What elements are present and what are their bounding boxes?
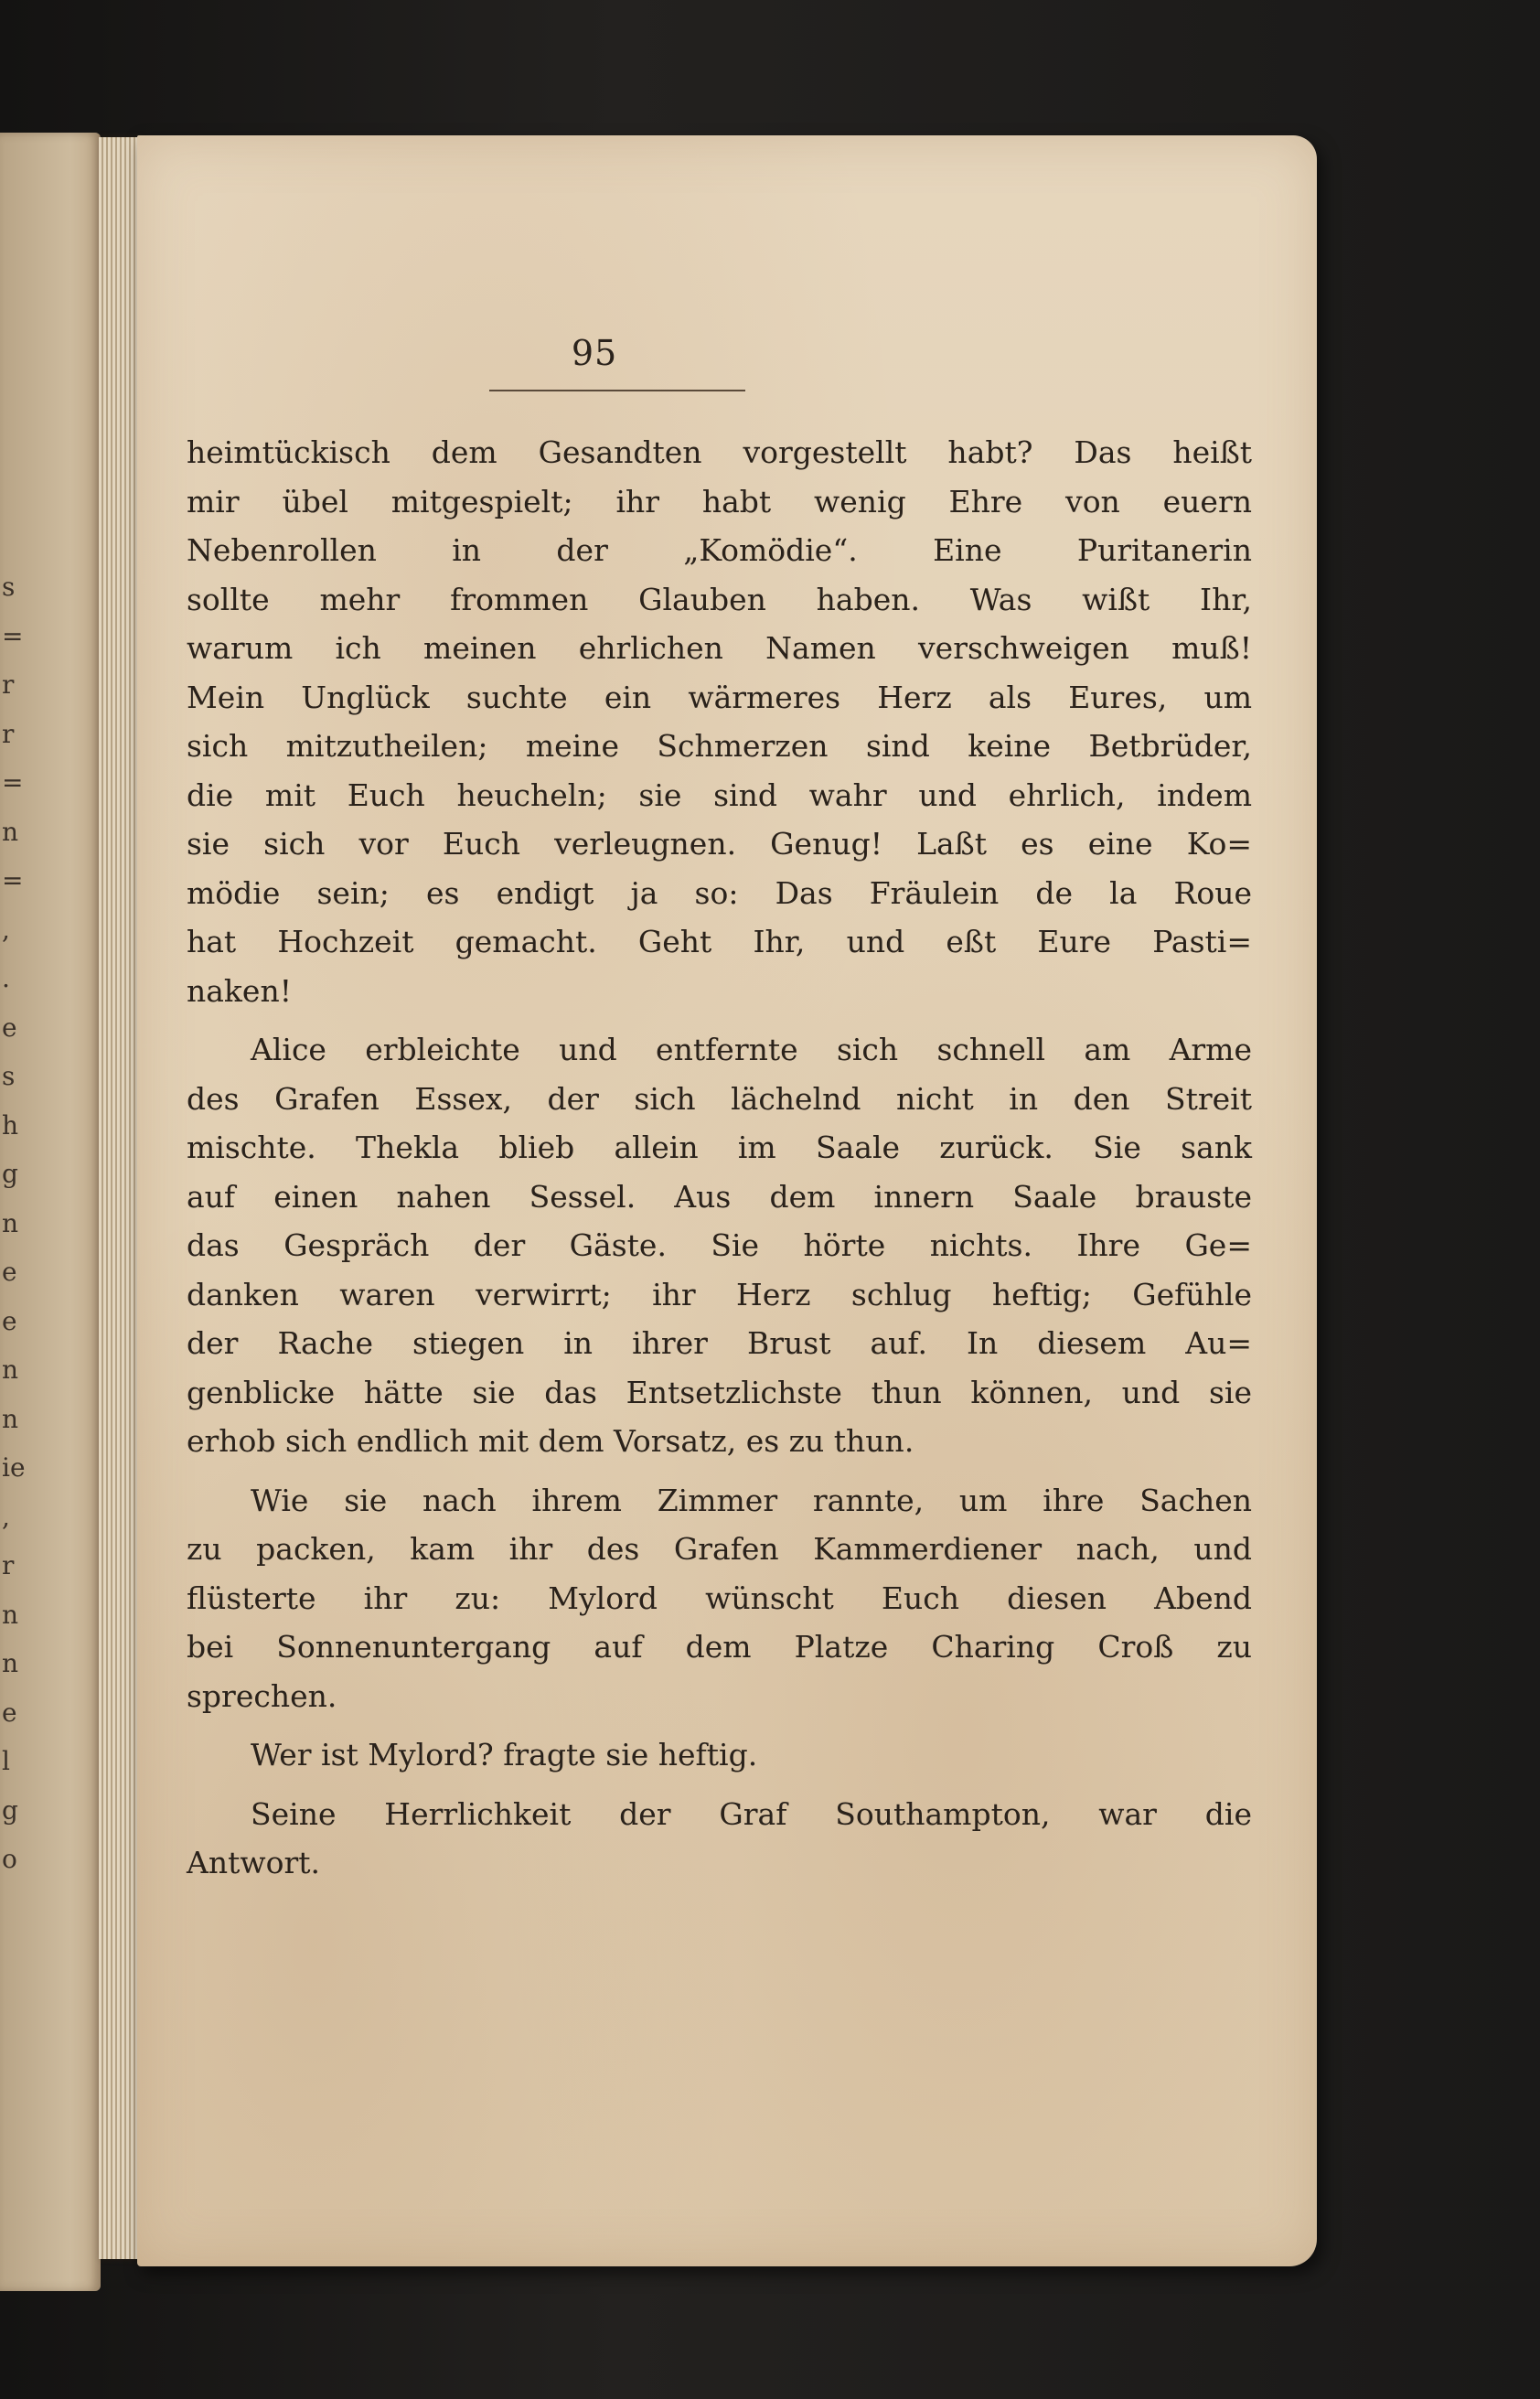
text-line: das Gespräch der Gäste. Sie hörte nichts. Ihre Ge= bbox=[187, 1227, 1252, 1263]
margin-char: s bbox=[2, 1061, 16, 1091]
paragraph bbox=[187, 1790, 1252, 1888]
text-line: sich mitzutheilen; meine Schmerzen sind keine Betbrüder, bbox=[187, 728, 1252, 764]
margin-char: s bbox=[2, 572, 16, 602]
paragraph-gap bbox=[187, 1015, 1252, 1025]
right-page bbox=[137, 135, 1317, 2266]
margin-char: h bbox=[2, 1109, 19, 1141]
paragraph-gap bbox=[187, 1720, 1252, 1730]
text-line: Nebenrollen in der „Komödie“. Eine Puritanerin bbox=[187, 532, 1252, 568]
margin-char: e bbox=[2, 1012, 17, 1043]
body-text bbox=[187, 428, 1252, 1888]
page-edges bbox=[99, 137, 141, 2259]
text-line: Seine Herrlichkeit der Graf Southampton, war die bbox=[251, 1795, 1252, 1832]
margin-char: n bbox=[2, 1648, 19, 1678]
text-line: erhob sich endlich mit dem Vorsatz, es zu thun. bbox=[187, 1423, 914, 1459]
margin-char: o bbox=[2, 1844, 17, 1874]
paragraph bbox=[187, 1025, 1252, 1466]
margin-char: n bbox=[2, 816, 19, 847]
left-page-margin-text bbox=[2, 562, 26, 1884]
page-number: 95 bbox=[571, 333, 618, 373]
text-line: mir übel mitgespielt; ihr habt wenig Ehre von euern bbox=[187, 483, 1252, 519]
text-line: mödie sein; es endigt ja so: Das Fräulein de la Roue bbox=[187, 874, 1252, 911]
margin-char: ie bbox=[2, 1452, 26, 1483]
header-rule bbox=[489, 390, 745, 391]
margin-char: , bbox=[2, 914, 10, 945]
margin-char: = bbox=[2, 865, 24, 895]
margin-char: l bbox=[2, 1746, 10, 1776]
text-line: sie sich vor Euch verleugnen. Genug! Laßt es eine Ko= bbox=[187, 826, 1252, 862]
margin-char: e bbox=[2, 1697, 17, 1728]
text-line: sprechen. bbox=[187, 1677, 337, 1714]
margin-char: g bbox=[2, 1159, 18, 1189]
margin-char: n bbox=[2, 1207, 19, 1238]
margin-char: n bbox=[2, 1355, 19, 1385]
margin-char: = bbox=[2, 767, 24, 798]
paragraph bbox=[187, 428, 1252, 1015]
paragraph bbox=[187, 1476, 1252, 1721]
text-line: naken! bbox=[187, 972, 292, 1009]
text-line: flüsterte ihr zu: Mylord wünscht Euch diesen Abend bbox=[187, 1580, 1252, 1616]
left-page bbox=[0, 133, 101, 2291]
margin-char: r bbox=[2, 718, 15, 749]
text-line: Mein Unglück suchte ein wärmeres Herz als Eures, um bbox=[187, 679, 1252, 715]
text-line: Alice erbleichte und entfernte sich schnell am Arme bbox=[251, 1032, 1252, 1067]
text-line: zu packen, kam ihr des Grafen Kammerdiener nach, und bbox=[187, 1531, 1252, 1567]
text-line: genblicke hätte sie das Entsetzlichste thun können, und sie bbox=[187, 1374, 1252, 1410]
text-line: Antwort. bbox=[187, 1845, 320, 1880]
margin-char: . bbox=[2, 963, 10, 993]
margin-char: r bbox=[2, 669, 15, 700]
margin-char: n bbox=[2, 1403, 19, 1434]
text-line: hat Hochzeit gemacht. Geht Ihr, und eßt Eure Pasti= bbox=[187, 924, 1252, 959]
text-line: sollte mehr frommen Glauben haben. Was wißt Ihr, bbox=[187, 581, 1252, 617]
margin-char: = bbox=[2, 620, 24, 651]
margin-char: r bbox=[2, 1550, 15, 1580]
text-line: bei Sonnenuntergang auf dem Platze Charing Croß zu bbox=[187, 1629, 1252, 1665]
text-line: des Grafen Essex, der sich lächelnd nicht in den Streit bbox=[187, 1080, 1252, 1117]
text-line: heimtückisch dem Gesandten vorgestellt habt? Das heißt bbox=[187, 434, 1252, 470]
margin-char: e bbox=[2, 1305, 17, 1336]
margin-char: e bbox=[2, 1257, 17, 1287]
text-line: Wer ist Mylord? fragte sie heftig. bbox=[251, 1737, 758, 1772]
margin-char: g bbox=[2, 1794, 18, 1826]
text-line: danken waren verwirrt; ihr Herz schlug heftig; Gefühle bbox=[187, 1276, 1252, 1312]
paragraph bbox=[187, 1730, 1252, 1780]
text-line: auf einen nahen Sessel. Aus dem innern Saale brauste bbox=[187, 1178, 1252, 1215]
text-line: der Rache stiegen in ihrer Brust auf. In diesem Au= bbox=[187, 1325, 1252, 1361]
paragraph-gap bbox=[187, 1780, 1252, 1790]
text-line: mischte. Thekla blieb allein im Saale zurück. Sie sank bbox=[187, 1130, 1252, 1165]
text-line: warum ich meinen ehrlichen Namen verschweigen muß! bbox=[187, 630, 1252, 666]
text-line: Wie sie nach ihrem Zimmer rannte, um ihre Sachen bbox=[251, 1482, 1252, 1518]
paragraph-gap bbox=[187, 1466, 1252, 1476]
margin-char: n bbox=[2, 1599, 19, 1630]
text-line: die mit Euch heucheln; sie sind wahr und ehrlich, indem bbox=[187, 776, 1252, 813]
margin-char: , bbox=[2, 1501, 10, 1532]
